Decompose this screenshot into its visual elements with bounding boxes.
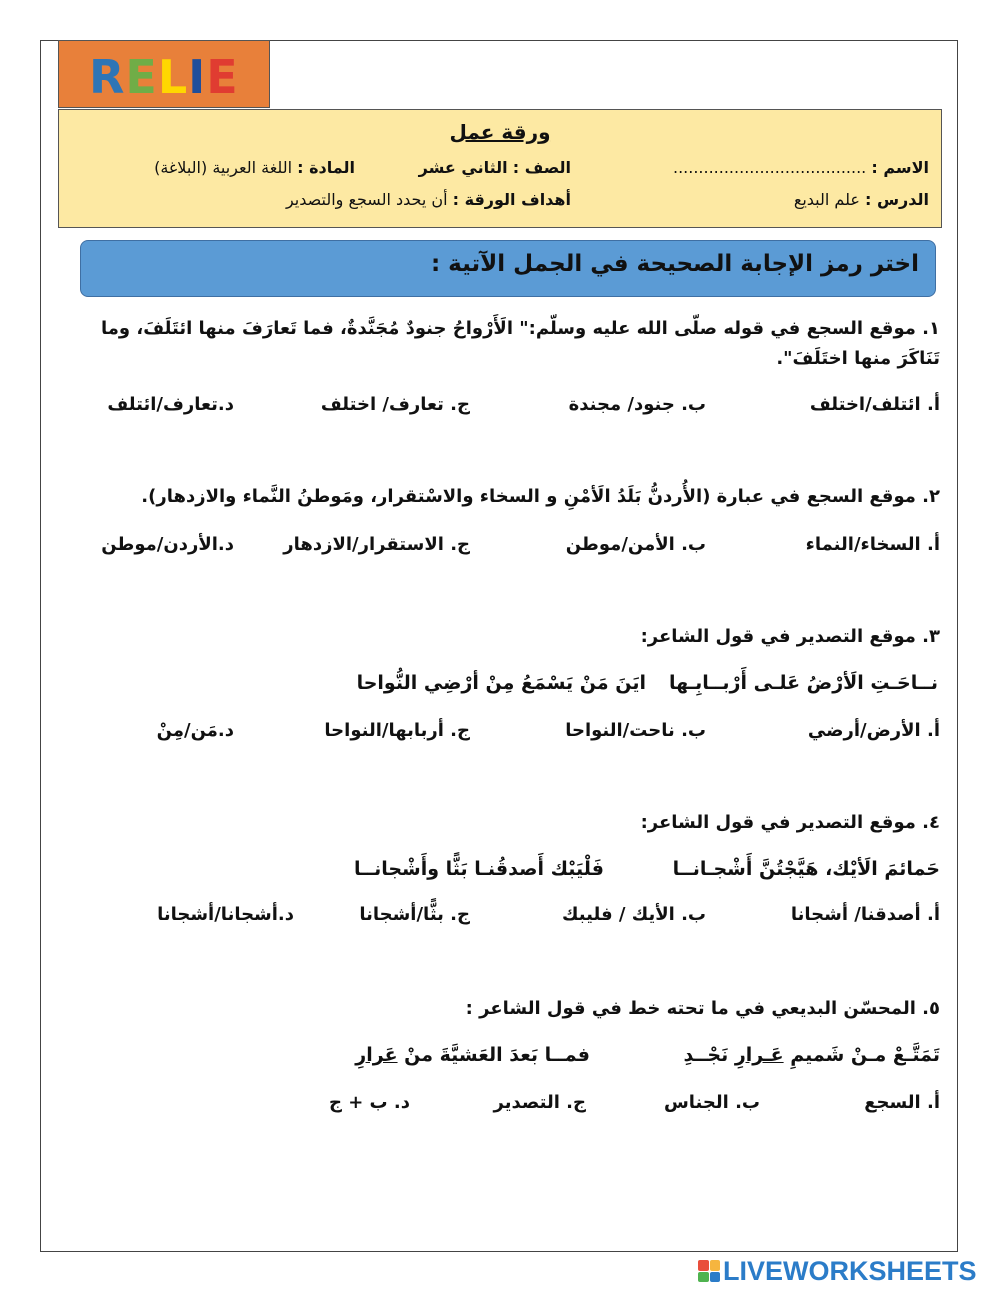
goals-label: أهداف الورقة : <box>452 190 571 209</box>
logo-letter: E <box>206 50 239 104</box>
question-5: ٥. المحسّن البديعي في ما تحته خط في قول الشاعر : <box>465 998 940 1019</box>
option-c[interactable]: ج. أربابها/النواحا <box>324 720 470 741</box>
verse-5-right-a: تَمَتَّـعْ مـنْ شَميمِ <box>783 1044 940 1066</box>
liveworksheets-brand[interactable] <box>698 1258 977 1284</box>
verse-3-first-half: نــاحَـتِ الَأرْضُ عَلـى أَرْبــابِـها <box>668 672 938 694</box>
verse-5-second-half <box>355 1044 590 1066</box>
goals-value: أن يحدد السجع والتصدير <box>285 190 448 209</box>
options-1 <box>60 394 940 424</box>
question-1: ١. موقع السجع في قوله صلّى الله عليه وسلّم:" الَأَرْواحُ جنودٌ مُجَنَّدةٌ، فما تَعارَفَ منها ائتَلَفَ، وما تَنَاكَرَ منها اختَلَفَ". <box>101 318 940 369</box>
grade-info <box>419 158 571 177</box>
options-5 <box>60 1092 940 1122</box>
option-b[interactable]: ب. الجناس <box>663 1092 760 1113</box>
liveworksheets-text: LIVEWORKSHEETS <box>723 1256 977 1286</box>
options-3 <box>60 720 940 750</box>
verse-3-second-half: ايَنَ مَنْ يَسْمَعُ مِنْ أرْضِي النُّواحا <box>356 672 646 694</box>
option-b[interactable]: ب. الأيك / فليبك <box>562 904 706 925</box>
worksheet-title: ورقة عمل <box>449 120 551 144</box>
option-a[interactable]: أ. ائتلف/اختلف <box>809 394 940 415</box>
icon-tile <box>710 1272 721 1283</box>
icon-tile <box>710 1260 721 1271</box>
icon-tile <box>698 1260 709 1271</box>
relief-logo <box>58 40 270 108</box>
option-c[interactable]: ج. التصدير <box>493 1092 586 1113</box>
option-a[interactable]: أ. الأرض/أرضي <box>807 720 940 741</box>
verse-4-second-half: فَلْيَبْك أَصدقُنـا بَثًّا وأَشْجانــا <box>353 858 604 880</box>
option-d[interactable]: د.تعارف/ائتلف <box>107 394 234 415</box>
logo-letter: R <box>89 50 126 104</box>
lesson-info <box>794 190 929 209</box>
verse-5-underlined-word: عَـرارِ <box>734 1044 784 1066</box>
grade-label: الصف : <box>512 158 571 177</box>
option-d[interactable]: د. ب + ج <box>328 1092 410 1113</box>
verse-5-first-half <box>683 1044 940 1066</box>
question-4: ٤. موقع التصدير في قول الشاعر: <box>640 812 940 833</box>
name-field[interactable] <box>673 158 929 177</box>
goals-info <box>286 190 571 209</box>
grade-value: الثاني عشر <box>418 158 508 177</box>
instruction-text: اختر رمز الإجابة الصحيحة في الجمل الآتية : <box>430 251 919 277</box>
option-d[interactable]: د.أشجانا/أشجانا <box>157 904 294 925</box>
option-c[interactable]: ج. الاستقرار/الازدهار <box>283 534 470 555</box>
subject-value: اللغة العربية (البلاغة) <box>154 158 293 177</box>
logo-letter: I <box>188 50 207 104</box>
name-label: الاسم : <box>871 158 929 177</box>
option-d[interactable]: د.الأردن/موطن <box>101 534 234 555</box>
option-c[interactable]: ج. بثًّا/أشجانا <box>359 904 470 925</box>
instruction-banner <box>80 240 936 297</box>
lesson-value: علم البديع <box>793 190 860 209</box>
verse-5-right-b: نَجْــدِ <box>683 1044 735 1066</box>
icon-tile <box>698 1272 709 1283</box>
options-4 <box>60 904 940 934</box>
option-a[interactable]: أ. السخاء/النماء <box>805 534 940 555</box>
verse-4-first-half: حَمائمَ الَأيْك، هَيَّجْتُنَّ أَشْجـانــا <box>672 858 940 880</box>
logo-letter: E <box>125 50 158 104</box>
liveworksheets-icon <box>698 1260 720 1282</box>
worksheet-header <box>58 109 942 228</box>
question-3: ٣. موقع التصدير في قول الشاعر: <box>640 626 940 647</box>
verse-5-underlined-word-2: عَرارِ <box>355 1044 398 1066</box>
verse-5-left-a: فمــا بَعدَ العَشيَّةَ منْ <box>397 1044 590 1066</box>
logo-letter: L <box>157 50 189 104</box>
option-a[interactable]: أ. أصدقنا/ أشجانا <box>790 904 940 925</box>
subject-label: المادة : <box>297 158 355 177</box>
option-b[interactable]: ب. الأمن/موطن <box>565 534 706 555</box>
option-b[interactable]: ب. جنود/ مجندة <box>568 394 706 415</box>
option-a[interactable]: أ. السجع <box>864 1092 940 1113</box>
option-d[interactable]: د.مَن/مِنْ <box>156 720 234 741</box>
options-2 <box>60 534 940 564</box>
option-b[interactable]: ب. ناحت/النواحا <box>565 720 706 741</box>
option-c[interactable]: ج. تعارف/ اختلف <box>320 394 470 415</box>
question-2: ٢. موقع السجع في عبارة (الأُردنُّ بَلَدُ الَأمْنِ و السخاء والاسْتقرار، ومَوطنُ النَّماء والازدهار). <box>141 486 940 507</box>
name-blank: ...................................... <box>672 158 867 177</box>
subject-info <box>154 158 355 177</box>
lesson-label: الدرس : <box>865 190 929 209</box>
